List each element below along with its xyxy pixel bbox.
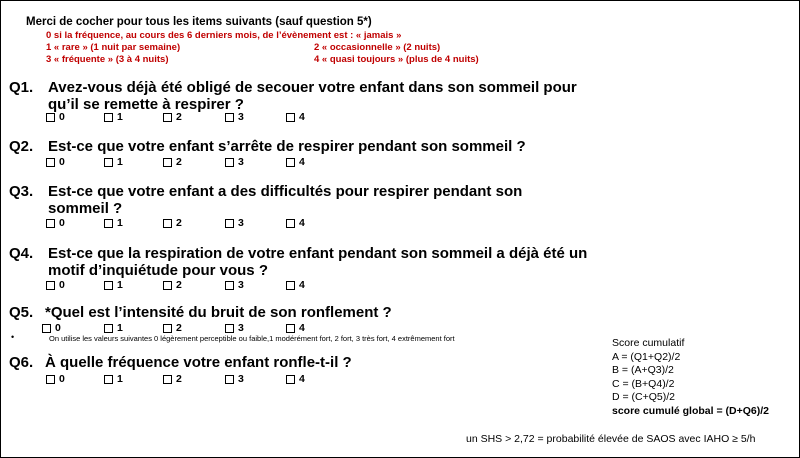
checkbox[interactable] <box>286 219 295 228</box>
question-text: Est-ce que la respiration de votre enfant pendant son sommeil a déjà été un motif d’inquiétude pour vous ? <box>48 245 588 279</box>
checkbox[interactable] <box>104 324 113 333</box>
option-0[interactable]: 0 <box>46 217 65 229</box>
checkbox[interactable] <box>225 219 234 228</box>
question-number: Q5. <box>9 304 34 321</box>
option-1[interactable]: 1 <box>104 279 123 291</box>
question-number: Q2. <box>9 138 34 155</box>
question-text: Avez-vous déjà été obligé de secouer votre enfant dans son sommeil pour qu’il se remette à respirer ? <box>48 79 577 113</box>
checkbox[interactable] <box>104 375 113 384</box>
question-text: Est-ce que votre enfant a des difficultés pour respirer pendant son sommeil ? <box>48 183 523 217</box>
option-0[interactable]: 0 <box>46 373 65 385</box>
checkbox[interactable] <box>104 219 113 228</box>
option-2[interactable]: 2 <box>163 156 182 168</box>
checkbox[interactable] <box>163 375 172 384</box>
question-number: Q4. <box>9 245 34 262</box>
option-1[interactable]: 1 <box>104 217 123 229</box>
checkbox[interactable] <box>225 375 234 384</box>
interpretation-note: un SHS > 2,72 = probabilité élevée de SAOS avec IAHO ≥ 5/h <box>466 433 756 445</box>
score-c: C = (B+Q4)/2 <box>612 377 675 390</box>
checkbox[interactable] <box>104 113 113 122</box>
checkbox[interactable] <box>225 324 234 333</box>
checkbox[interactable] <box>225 281 234 290</box>
question-number: Q1. <box>9 79 34 96</box>
option-1[interactable]: 1 <box>104 111 123 123</box>
legend-3: 3 « fréquente » (3 à 4 nuits) <box>46 54 169 65</box>
checkbox[interactable] <box>286 113 295 122</box>
legend-2: 2 « occasionnelle » (2 nuits) <box>314 42 441 53</box>
checkbox[interactable] <box>163 158 172 167</box>
score-title: Score cumulatif <box>612 337 685 349</box>
instructions: Merci de cocher pour tous les items suivants (sauf question 5*) <box>26 16 372 28</box>
option-2[interactable]: 2 <box>163 111 182 123</box>
score-a: A = (Q1+Q2)/2 <box>612 350 681 363</box>
option-2[interactable]: 2 <box>163 322 182 334</box>
option-3[interactable]: 3 <box>225 111 244 123</box>
option-0[interactable]: 0 <box>46 111 65 123</box>
option-3[interactable]: 3 <box>225 279 244 291</box>
option-2[interactable]: 2 <box>163 279 182 291</box>
option-2[interactable]: 2 <box>163 217 182 229</box>
option-4[interactable]: 4 <box>286 322 305 334</box>
checkbox[interactable] <box>42 324 51 333</box>
option-0[interactable]: 0 <box>46 279 65 291</box>
checkbox[interactable] <box>104 158 113 167</box>
legend-1: 1 « rare » (1 nuit par semaine) <box>46 42 181 53</box>
checkbox[interactable] <box>286 158 295 167</box>
checkbox[interactable] <box>163 324 172 333</box>
option-3[interactable]: 3 <box>225 373 244 385</box>
checkbox[interactable] <box>46 375 55 384</box>
option-3[interactable]: 3 <box>225 322 244 334</box>
score-d: D = (C+Q5)/2 <box>612 391 676 403</box>
checkbox[interactable] <box>286 281 295 290</box>
legend-0: 0 si la fréquence, au cours des 6 derniers mois, de l’évènement est : « jamais » <box>46 30 402 41</box>
checkbox[interactable] <box>46 281 55 290</box>
option-0[interactable]: 0 <box>42 322 61 334</box>
option-4[interactable]: 4 <box>286 217 305 229</box>
checkbox[interactable] <box>104 281 113 290</box>
option-3[interactable]: 3 <box>225 217 244 229</box>
checkbox[interactable] <box>46 113 55 122</box>
question-number: Q3. <box>9 183 34 200</box>
option-1[interactable]: 1 <box>104 156 123 168</box>
checkbox[interactable] <box>225 158 234 167</box>
checkbox[interactable] <box>46 158 55 167</box>
option-4[interactable]: 4 <box>286 156 305 168</box>
score-global: score cumulé global = (D+Q6)/2 <box>612 404 769 417</box>
option-1[interactable]: 1 <box>104 322 123 334</box>
checkbox[interactable] <box>225 113 234 122</box>
option-2[interactable]: 2 <box>163 373 182 385</box>
question-text: À quelle fréquence votre enfant ronfle-t-il ? <box>45 354 352 371</box>
q5-note: On utilise les valeurs suivantes 0 légèrement perceptible ou faible,1 modérément fort, 2 fort, 3 très fort, 4 extrêmement fort <box>49 334 455 343</box>
checkbox[interactable] <box>163 219 172 228</box>
option-4[interactable]: 4 <box>286 111 305 123</box>
question-text: *Quel est l’intensité du bruit de son ronflement ? <box>45 304 392 321</box>
checkbox[interactable] <box>286 375 295 384</box>
checkbox[interactable] <box>163 281 172 290</box>
question-text: Est-ce que votre enfant s’arrête de respirer pendant son sommeil ? <box>48 138 526 155</box>
legend-4: 4 « quasi toujours » (plus de 4 nuits) <box>314 54 479 65</box>
checkbox[interactable] <box>286 324 295 333</box>
option-1[interactable]: 1 <box>104 373 123 385</box>
question-number: Q6. <box>9 354 34 371</box>
option-0[interactable]: 0 <box>46 156 65 168</box>
option-4[interactable]: 4 <box>286 279 305 291</box>
option-3[interactable]: 3 <box>225 156 244 168</box>
score-block <box>612 337 769 418</box>
checkbox[interactable] <box>163 113 172 122</box>
checkbox[interactable] <box>46 219 55 228</box>
score-b: B = (A+Q3)/2 <box>612 364 674 376</box>
option-4[interactable]: 4 <box>286 373 305 385</box>
bullet: • <box>11 332 15 342</box>
